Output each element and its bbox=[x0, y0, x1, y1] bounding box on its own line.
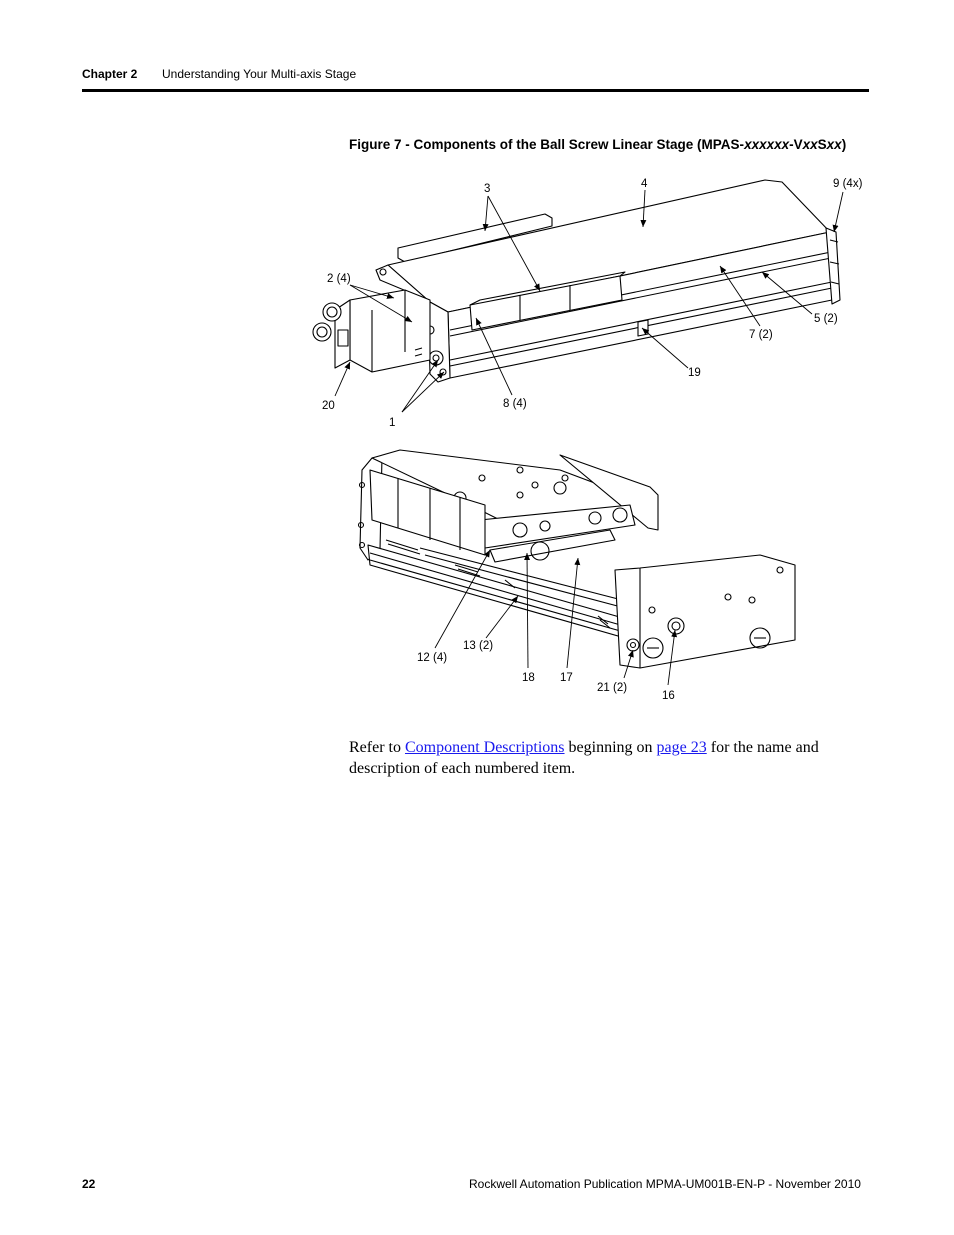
callout-19: 19 bbox=[688, 367, 701, 379]
chapter-title: Understanding Your Multi-axis Stage bbox=[162, 67, 357, 81]
callout-9: 9 (4x) bbox=[833, 178, 863, 190]
callout-8: 8 (4) bbox=[503, 398, 527, 410]
callout-20: 20 bbox=[322, 400, 335, 412]
caption-italic-3: xx bbox=[826, 137, 842, 152]
callout-13: 13 (2) bbox=[463, 640, 494, 652]
ref-text-after: for the name and description of each numbered item. bbox=[349, 739, 819, 777]
chapter-label: Chapter 2 bbox=[82, 67, 138, 81]
callout-21: 21 (2) bbox=[597, 682, 628, 694]
bottom-stage-drawing bbox=[359, 450, 796, 668]
ref-text-mid: beginning on bbox=[564, 739, 657, 756]
callout-4: 4 bbox=[641, 178, 648, 190]
caption-italic-2: xx bbox=[802, 137, 818, 152]
callout-17: 17 bbox=[560, 672, 573, 684]
callout-1: 1 bbox=[389, 417, 396, 429]
reference-paragraph bbox=[349, 737, 849, 779]
callout-7: 7 (2) bbox=[749, 329, 773, 341]
callout-5: 5 (2) bbox=[814, 313, 838, 325]
callout-3: 3 bbox=[484, 183, 491, 195]
ref-text-before: Refer to bbox=[349, 739, 405, 756]
page-number: 22 bbox=[82, 1177, 96, 1191]
caption-suffix: ) bbox=[841, 137, 847, 152]
caption-italic-1: xxxxxx bbox=[744, 137, 790, 152]
callout-12: 12 (4) bbox=[417, 652, 448, 664]
top-stage-drawing bbox=[313, 180, 840, 382]
publication-info: Rockwell Automation Publication MPMA-UM001B-EN-P - November 2010 bbox=[469, 1177, 861, 1191]
component-descriptions-link[interactable]: Component Descriptions bbox=[404, 739, 565, 756]
caption-mid-1: -V bbox=[789, 137, 803, 152]
callout-16: 16 bbox=[662, 690, 675, 702]
callout-18: 18 bbox=[522, 672, 535, 684]
caption-mid-2: S bbox=[817, 137, 827, 152]
callout-2: 2 (4) bbox=[327, 273, 351, 285]
caption-prefix: Figure 7 - Components of the Ball Screw Linear Stage (MPAS- bbox=[349, 137, 745, 152]
page-23-link[interactable]: page 23 bbox=[656, 739, 707, 756]
